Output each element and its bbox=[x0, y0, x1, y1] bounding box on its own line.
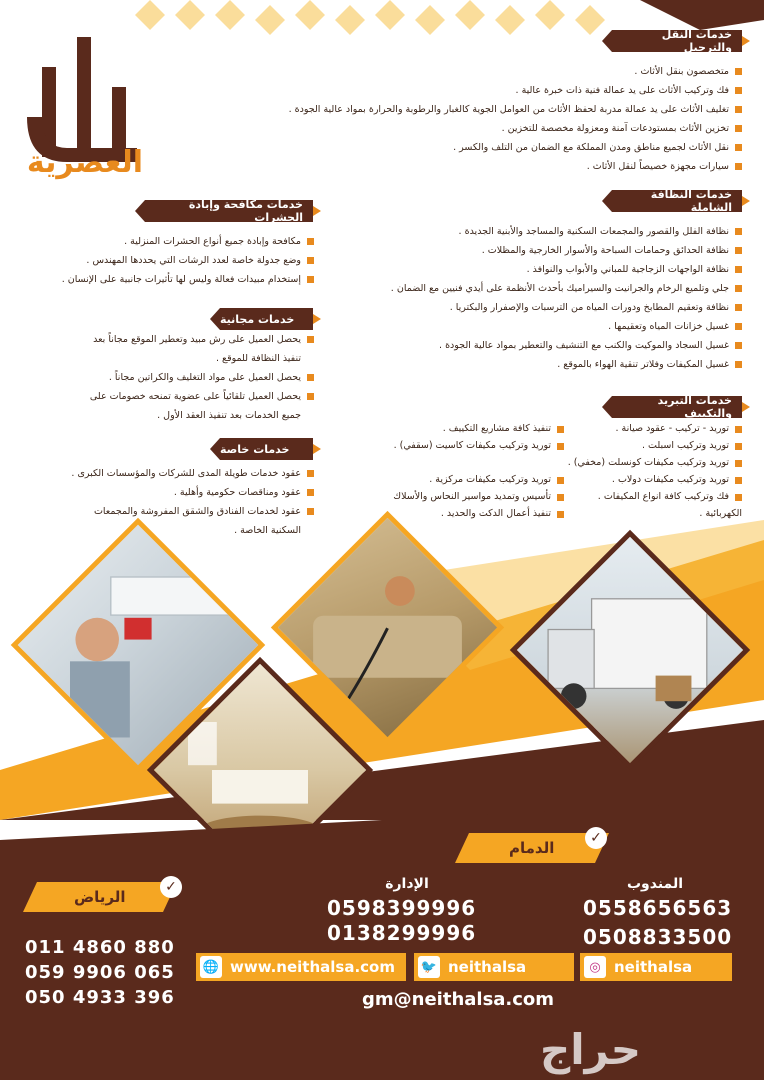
list-item-continuation: السكنية الخاصة . bbox=[234, 525, 301, 536]
check-icon: ✓ bbox=[160, 876, 182, 898]
riyadh-phone-3[interactable]: 050 4933 396 bbox=[25, 987, 175, 1008]
list-item: يحصل العميل على رش مبيد وتعطير الموقع مجاناً بعد bbox=[14, 330, 314, 349]
list-item: عقود خدمات طويلة المدى للشركات والمؤسسات الكبرى . bbox=[14, 464, 314, 483]
list-item: توريد وتركيب اسبلت . bbox=[562, 437, 742, 454]
special-section-title: خدمات خاصة bbox=[220, 438, 313, 460]
representative-phone-1[interactable]: 0558656563 bbox=[583, 896, 733, 920]
list-item-continuation: تنفيذ النظافة للموقع . bbox=[215, 353, 301, 364]
list-item-continuation: الكهربائية . bbox=[699, 508, 742, 519]
list-item: تنفيذ كافة مشاريع التكييف . bbox=[364, 420, 564, 437]
list-item: جلي وتلميع الرخام والجرانيت والسيراميك بأحدث الأنظمة على أيدي فنيين مع الضمان . bbox=[342, 279, 742, 298]
ac-list-left bbox=[364, 420, 564, 522]
list-item: يحصل العميل تلقائياً على عضوية تمنحه خصومات على bbox=[14, 387, 314, 406]
list-item-continuation: جميع الخدمات بعد تنفيذ العقد الأول . bbox=[157, 410, 301, 421]
riyadh-phone-1[interactable]: 011 4860 880 bbox=[25, 937, 175, 958]
list-item: عقود لخدمات الفنادق والشقق المفروشة والمجمعات bbox=[14, 502, 314, 521]
globe-icon: 🌐 bbox=[200, 956, 222, 978]
ac-list-right bbox=[562, 420, 742, 522]
pest-section-title: خدمات مكافحة وإبادة الحشرات bbox=[145, 200, 313, 222]
list-item: نظافة الحدائق وحمامات السباحة والأسوار الخارجية والمظلات . bbox=[342, 241, 742, 260]
ac-section-title: خدمات التبريد والتكييف bbox=[612, 396, 742, 418]
list-item: نقل الأثاث لجميع مناطق ومدن المملكة مع الضمان من التلف والكسر . bbox=[222, 138, 742, 157]
list-item: تأسيس وتمديد مواسير النحاس والأسلاك bbox=[364, 488, 564, 505]
representative-phone-2[interactable]: 0508833500 bbox=[583, 925, 733, 949]
list-item: تخزين الأثاث بمستودعات آمنة ومعزولة مخصصة للتخزين . bbox=[222, 119, 742, 138]
moving-section-title: خدمات النقل والترحيل bbox=[612, 30, 742, 52]
watermark: حراج bbox=[540, 1025, 642, 1074]
cleaning-list bbox=[342, 222, 742, 374]
check-icon: ✓ bbox=[585, 827, 607, 849]
dammam-city-tag: الدمام bbox=[455, 833, 609, 863]
administration-label: الإدارة bbox=[385, 876, 429, 892]
list-item: نظافة الفلل والقصور والمجمعات السكنية والمساجد والأبنية الجديدة . bbox=[342, 222, 742, 241]
list-item: توريد وتركيب مكيفات مركزية . bbox=[364, 471, 564, 488]
list-item: غسيل خزانات المياه وتعقيمها . bbox=[342, 317, 742, 336]
twitter-icon: 🐦 bbox=[418, 956, 440, 978]
free-list bbox=[14, 330, 314, 425]
administration-phone-2[interactable]: 0138299996 bbox=[327, 921, 477, 945]
instagram-link[interactable]: ◎ neithalsa bbox=[580, 953, 732, 981]
list-item: نظافة وتعقيم المطابخ ودورات المياه من الترسبات والإصفرار والبكتريا . bbox=[342, 298, 742, 317]
list-spacer bbox=[364, 454, 564, 471]
list-item: وضع جدولة خاصة لعدد الرشات التي يحددها المهندس . bbox=[14, 251, 314, 270]
list-item: تنفيذ أعمال الدكت والحديد . bbox=[364, 505, 564, 522]
list-item: فك وتركيب الأثاث على يد عمالة فنية ذات خبرة عالية . bbox=[222, 81, 742, 100]
email-address[interactable]: gm@neithalsa.com bbox=[362, 989, 555, 1010]
list-item: توريد وتركيب مكيفات كاسيت (سقفي) . bbox=[364, 437, 564, 454]
instagram-icon: ◎ bbox=[584, 956, 606, 978]
free-section-title: خدمات مجانية bbox=[220, 308, 313, 330]
pest-list bbox=[14, 232, 314, 289]
list-item: إستخدام مبيدات فعالة وليس لها تأثيرات جانبية على الإنسان . bbox=[14, 270, 314, 289]
website-link[interactable]: 🌐 www.neithalsa.com bbox=[196, 953, 406, 981]
list-item: توريد وتركيب مكيفات دولاب . bbox=[562, 471, 742, 488]
list-item: توريد - تركيب - عقود صيانة . bbox=[562, 420, 742, 437]
list-item: عقود ومناقصات حكومية وأهلية . bbox=[14, 483, 314, 502]
list-item: توريد وتركيب مكيفات كونسلت (مخفي) . bbox=[562, 454, 742, 471]
list-item: غسيل السجاد والموكيت والكنب مع التنشيف والتعطير بمواد عالية الجودة . bbox=[342, 336, 742, 355]
list-item: متخصصون بنقل الأثاث . bbox=[222, 62, 742, 81]
list-item: سيارات مجهزة خصيصاً لنقل الأثاث . bbox=[222, 157, 742, 176]
list-item: مكافحة وإبادة جميع أنواع الحشرات المنزلية . bbox=[14, 232, 314, 251]
twitter-link[interactable]: 🐦 neithalsa bbox=[414, 953, 574, 981]
list-item: فك وتركيب كافة انواع المكيفات . bbox=[562, 488, 742, 505]
riyadh-phone-2[interactable]: 059 9906 065 bbox=[25, 962, 175, 983]
moving-list bbox=[222, 62, 742, 176]
administration-phone-1[interactable]: 0598399996 bbox=[327, 896, 477, 920]
list-item: تغليف الأثاث على يد عمالة مدربة لحفظ الأثاث من العوامل الجوية كالغبار والرطوبة والحرارة بمواد عالية الجودة . bbox=[222, 100, 742, 119]
list-item: نظافة الواجهات الزجاجية للمباني والأبواب والنوافذ . bbox=[342, 260, 742, 279]
logo-text: العصرية bbox=[26, 145, 144, 180]
cleaning-section-title: خدمات النظافة الشاملة bbox=[612, 190, 742, 212]
riyadh-city-tag: الرياض bbox=[23, 882, 177, 912]
list-item: غسيل المكيفات وفلاتر تنقية الهواء بالموقع . bbox=[342, 355, 742, 374]
list-item: يحصل العميل على مواد التغليف والكراتين مجاناً . bbox=[14, 368, 314, 387]
representative-label: المندوب bbox=[626, 876, 683, 892]
